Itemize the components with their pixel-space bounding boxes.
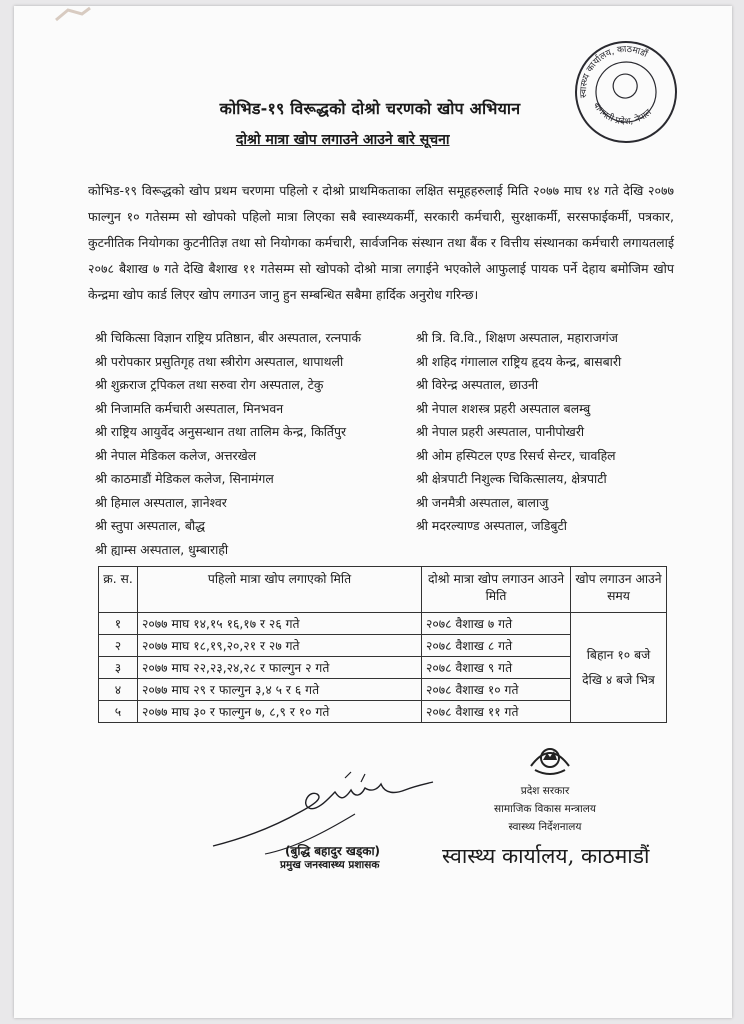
signer-name: (बुद्धि बहादुर खड्का) bbox=[285, 844, 381, 858]
cell-sn: ३ bbox=[99, 657, 138, 679]
cell-sn: २ bbox=[99, 635, 138, 657]
column-header-second-dose: दोश्रो मात्रा खोप लगाउन आउने मिति bbox=[422, 567, 571, 613]
list-item: श्री राष्ट्रिय आयुर्वेद अनुसन्धान तथा तालिम केन्द्र, किर्तिपुर bbox=[95, 424, 347, 439]
list-item: श्री चिकित्सा विज्ञान राष्ट्रिय प्रतिष्ठान, बीर अस्पताल, रत्नपार्क bbox=[95, 330, 361, 345]
list-item: श्री शुक्रराज ट्रपिकल तथा सरुवा रोग अस्पताल, टेकु bbox=[95, 377, 324, 392]
signer-title: प्रमुख जनस्वास्थ्य प्रशासक bbox=[280, 859, 380, 871]
office-line-1: प्रदेश सरकार bbox=[520, 785, 570, 797]
list-item: श्री क्षेत्रपाटी निशुल्क चिकित्सालय, क्षेत्रपाटी bbox=[416, 471, 607, 486]
cell-first-dose: २०७७ माघ ३० र फाल्गुन ७, ८,९ र १० गते bbox=[138, 701, 422, 723]
office-line-2: सामाजिक विकास मन्त्रालय bbox=[494, 803, 596, 815]
list-item: श्री काठमाडौं मेडिकल कलेज, सिनामंगल bbox=[95, 471, 274, 486]
nepal-emblem-icon bbox=[527, 738, 573, 778]
list-item: श्री विरेन्द्र अस्पताल, छाउनी bbox=[416, 377, 539, 392]
cell-time: बिहान १० बजे देखि ४ बजे भित्र bbox=[571, 613, 667, 723]
office-line-3: स्वास्थ्य निर्देशनालय bbox=[508, 821, 582, 833]
intro-paragraph: कोभिड-१९ विरूद्धको खोप प्रथम चरणमा पहिलो र दोश्रो प्राथमिकताका लक्षित समूहहरुलाई मिति २०७७ माघ १४ गते देखि २०७७ फाल्गुन १० गतेसम्म सो खोपको पहिलो मात्रा लिएका सबै स्वास्थ्यकर्मी, सरकारी कर्मचारी, सुरक्षाकर्मी, सरसफाईकर्मी, पत्रकार, कुटनीतिक नियोगका कुटनीतिज्ञ तथा सो नियोगका कर्मचारी, सार्वजनिक संस्थान तथा बैंक र वित्तीय संस्थानका कर्मचारी लगायतलाई २०७८ बैशाख ७ गते देखि बैशाख ११ गतेसम्म सो खोपको दोश्रो मात्रा लगाईने भएकोले आफुलाई पायक पर्ने देहाय बमोजिम खोप केन्द्रमा खोप कार्ड लिएर खोप लगाउन जानु हुन सम्बन्धित सबैमा हार्दिक अनुरोध गरिन्छ। bbox=[88, 183, 674, 302]
hospital-list-right bbox=[416, 326, 682, 538]
list-item: श्री शहिद गंगालाल राष्ट्रिय हृदय केन्द्र, बासबारी bbox=[416, 353, 622, 369]
office-heading-block bbox=[470, 782, 620, 836]
staple-mark bbox=[52, 2, 94, 28]
cell-sn: ४ bbox=[99, 679, 138, 701]
vaccination-schedule-table bbox=[98, 566, 667, 723]
office-round-stamp bbox=[565, 31, 687, 153]
table-header-row bbox=[99, 567, 667, 613]
column-header-first-dose: पहिलो मात्रा खोप लगाएको मिति bbox=[138, 567, 422, 613]
list-item: श्री हिमाल अस्पताल, ज्ञानेश्वर bbox=[95, 494, 227, 510]
list-item: श्री ओम हस्पिटल एण्ड रिसर्च सेन्टर, चावहिल bbox=[416, 447, 616, 463]
office-name: स्वास्थ्य कार्यालय, काठमाडौं bbox=[442, 844, 650, 868]
cell-second-dose: २०७८ वैशाख ८ गते bbox=[422, 635, 571, 657]
list-item: श्री परोपकार प्रसुतिगृह तथा स्त्रीरोग अस्पताल, थापाथली bbox=[95, 353, 344, 369]
cell-second-dose: २०७८ वैशाख ९ गते bbox=[422, 657, 571, 679]
list-item: श्री निजामति कर्मचारी अस्पताल, मिनभवन bbox=[95, 400, 284, 416]
list-item: श्री नेपाल प्रहरी अस्पताल, पानीपोखरी bbox=[416, 424, 585, 439]
cell-first-dose: २०७७ माघ २९ र फाल्गुन ३,४ ५ र ६ गते bbox=[138, 679, 422, 701]
cell-second-dose: २०७८ वैशाख ११ गते bbox=[422, 701, 571, 723]
column-header-time: खोप लगाउन आउने समय bbox=[571, 567, 667, 613]
cell-first-dose: २०७७ माघ १८,१९,२०,२१ र २७ गते bbox=[138, 635, 422, 657]
cell-sn: ५ bbox=[99, 701, 138, 723]
cell-second-dose: २०७८ वैशाख १० गते bbox=[422, 679, 571, 701]
list-item: श्री नेपाल मेडिकल कलेज, अत्तरखेल bbox=[95, 447, 257, 463]
list-item: श्री मदरल्याण्ड अस्पताल, जडिबुटी bbox=[416, 518, 567, 533]
list-item: श्री जनमैत्री अस्पताल, बालाजु bbox=[416, 494, 549, 510]
column-header-sn: क्र. स. bbox=[99, 567, 138, 613]
list-item: श्री त्रि. वि.वि., शिक्षण अस्पताल, महाराजगंज bbox=[416, 330, 618, 345]
cell-sn: १ bbox=[99, 613, 138, 635]
notice-subtitle: दोश्रो मात्रा खोप लगाउने आउने बारे सूचना bbox=[236, 132, 450, 148]
cell-first-dose: २०७७ माघ २२,२३,२४,२८ र फाल्गुन २ गते bbox=[138, 657, 422, 679]
list-item: श्री नेपाल शशस्त्र प्रहरी अस्पताल बलम्बु bbox=[416, 400, 591, 416]
cell-second-dose: २०७८ वैशाख ७ गते bbox=[422, 613, 571, 635]
table-row bbox=[99, 613, 667, 635]
stamp-text-bottom: बागमती प्रदेश, नेपाल bbox=[590, 100, 654, 128]
cell-first-dose: २०७७ माघ १४,१५ १६,१७ र २६ गते bbox=[138, 613, 422, 635]
list-item: श्री स्तुपा अस्पताल, बौद्ध bbox=[95, 518, 206, 533]
stamp-text-top: स्वास्थ्य कार्यालय, काठमाडौं bbox=[578, 44, 649, 99]
hospital-list-left bbox=[95, 326, 413, 561]
page-title: कोभिड-१९ विरूद्धको दोश्रो चरणको खोप अभियान bbox=[219, 99, 521, 118]
list-item: श्री ह्याम्स अस्पताल, धुम्बाराही bbox=[95, 541, 229, 557]
